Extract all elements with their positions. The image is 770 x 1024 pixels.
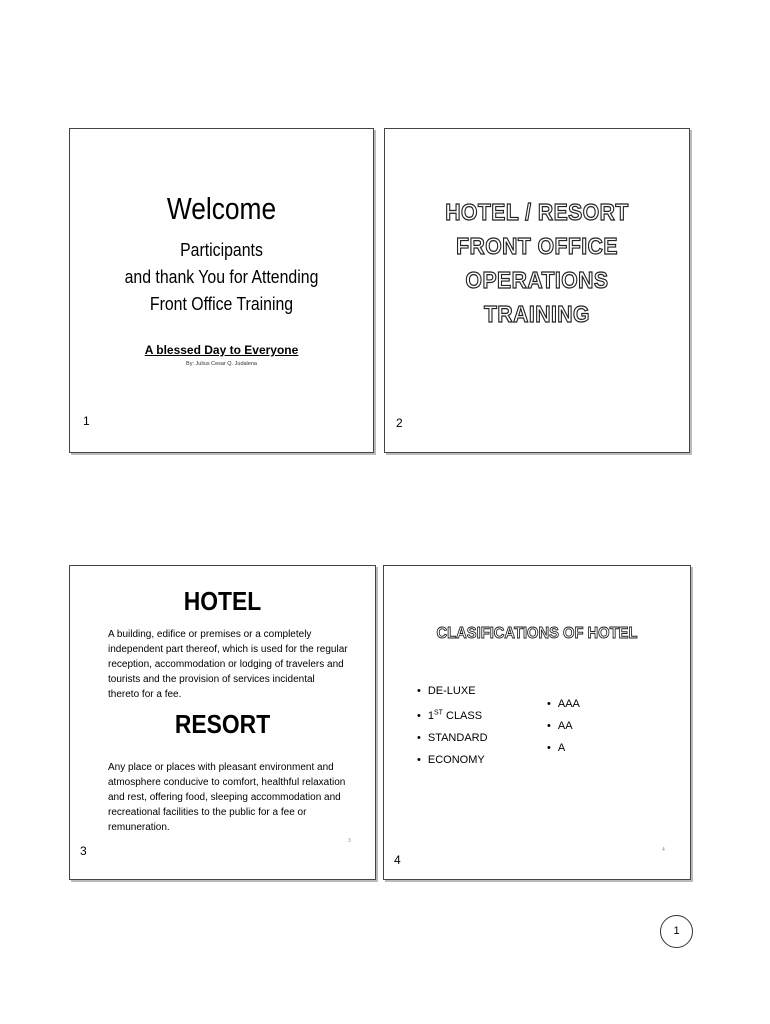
resort-definition: Any place or places with pleasant environment and atmosphere conducive to comfort, healthful relaxation and rest, offering food, sleeping accommodation and recreational facilities to the public for a fee or remuneration. <box>108 762 346 833</box>
title-line-1: HOTEL / RESORT <box>445 199 629 225</box>
list-item <box>417 702 488 727</box>
subtitle-line-2: and thank You for Attending <box>124 267 319 287</box>
list-item: • AAA <box>547 693 580 715</box>
title-line-4: TRAINING <box>484 301 590 327</box>
title-line-3: OPERATIONS <box>465 267 609 293</box>
title-line-2: FRONT OFFICE <box>456 233 618 259</box>
list-item: • DE-LUXE <box>417 680 488 702</box>
welcome-heading: Welcome <box>166 191 277 226</box>
resort-heading: RESORT <box>174 709 271 739</box>
classification-list <box>417 680 488 771</box>
first-class-label: 1ST CLASS <box>427 709 483 722</box>
page-number: 1 <box>660 915 693 948</box>
slide-number: 3 <box>80 844 87 858</box>
slide-footer-number: 4 <box>662 847 665 853</box>
list-item: • AA <box>547 715 580 737</box>
list-item: • STANDARD <box>417 727 488 749</box>
hotel-heading: HOTEL <box>183 586 262 616</box>
welcome-subtitle <box>88 237 355 318</box>
training-title <box>397 195 677 331</box>
slide-1 <box>69 128 374 453</box>
byline: By: Julius Cesar Q. Judalena <box>186 361 257 367</box>
slide-4 <box>383 565 691 880</box>
subtitle-line-3: Front Office Training <box>149 294 294 314</box>
classifications-title: CLASIFICATIONS OF HOTEL <box>436 625 638 642</box>
subtitle-line-1: Participants <box>180 240 263 260</box>
blessed-line: A blessed Day to Everyone <box>144 343 299 357</box>
list-item: • ECONOMY <box>417 749 488 771</box>
slide-footer-number: 3 <box>348 838 351 844</box>
slide-number: 4 <box>394 853 401 867</box>
slide-number: 2 <box>396 416 403 430</box>
rating-list <box>547 693 580 759</box>
slide-3 <box>69 565 376 880</box>
slide-2 <box>384 128 690 453</box>
hotel-definition: A building, edifice or premises or a completely independent part thereof, which is used for the regular reception, accommodation or lodging of travelers and tourists and the provision of services incidental thereto for a fee. <box>108 629 348 700</box>
slide-number: 1 <box>83 414 90 428</box>
list-item: • A <box>547 737 580 759</box>
